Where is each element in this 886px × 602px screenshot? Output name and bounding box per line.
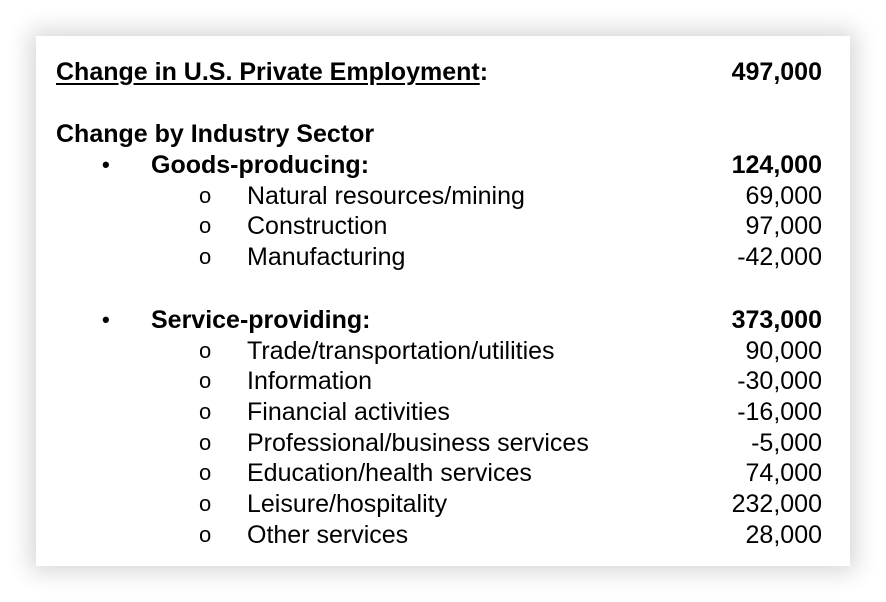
industry-value: -30,000 bbox=[737, 367, 822, 395]
industry-label: Trade/transportation/utilities bbox=[247, 337, 555, 365]
sub-bullet-icon: o bbox=[199, 491, 212, 516]
industry-label: Construction bbox=[247, 212, 388, 240]
industry-row bbox=[36, 366, 850, 396]
sub-bullet-icon: o bbox=[199, 183, 212, 208]
industry-row bbox=[36, 242, 850, 272]
industry-row bbox=[36, 211, 850, 241]
industry-label: Other services bbox=[247, 521, 409, 549]
industry-value: 74,000 bbox=[745, 459, 822, 487]
sector-label: Goods-producing: bbox=[151, 151, 370, 179]
total-title-colon: : bbox=[479, 58, 489, 86]
sub-bullet-icon: o bbox=[199, 522, 212, 547]
sector-row-goods bbox=[36, 150, 850, 180]
sector-value: 373,000 bbox=[731, 306, 822, 334]
total-value: 497,000 bbox=[731, 58, 822, 86]
industry-value: -16,000 bbox=[737, 398, 822, 426]
sub-bullet-icon: o bbox=[199, 430, 212, 455]
industry-label: Leisure/hospitality bbox=[247, 490, 448, 518]
industry-value: 97,000 bbox=[745, 212, 822, 240]
industry-label: Natural resources/mining bbox=[247, 182, 525, 210]
sub-bullet-icon: o bbox=[199, 244, 212, 269]
section-heading-row bbox=[36, 119, 850, 149]
sub-bullet-icon: o bbox=[199, 338, 212, 363]
industry-label: Professional/business services bbox=[247, 429, 589, 457]
total-row bbox=[36, 57, 850, 87]
industry-row bbox=[36, 336, 850, 366]
industry-value: 232,000 bbox=[731, 490, 822, 518]
sub-bullet-icon: o bbox=[199, 368, 212, 393]
section-heading: Change by Industry Sector bbox=[56, 120, 375, 148]
sector-row-services bbox=[36, 305, 850, 335]
bullet-icon: • bbox=[102, 152, 110, 177]
industry-value: 28,000 bbox=[745, 521, 822, 549]
industry-row bbox=[36, 428, 850, 458]
industry-label: Education/health services bbox=[247, 459, 532, 487]
bullet-icon: • bbox=[102, 307, 110, 332]
industry-value: 90,000 bbox=[745, 337, 822, 365]
total-title-text: Change in U.S. Private Employment bbox=[56, 58, 480, 86]
industry-value: 69,000 bbox=[745, 182, 822, 210]
industry-label: Financial activities bbox=[247, 398, 450, 426]
industry-row bbox=[36, 458, 850, 488]
industry-value: -5,000 bbox=[751, 429, 822, 457]
industry-value: -42,000 bbox=[737, 243, 822, 271]
sub-bullet-icon: o bbox=[199, 460, 212, 485]
sub-bullet-icon: o bbox=[199, 399, 212, 424]
industry-label: Manufacturing bbox=[247, 243, 406, 271]
industry-row bbox=[36, 397, 850, 427]
industry-row bbox=[36, 181, 850, 211]
sub-bullet-icon: o bbox=[199, 213, 212, 238]
total-title bbox=[56, 57, 488, 87]
sector-value: 124,000 bbox=[731, 151, 822, 179]
industry-label: Information bbox=[247, 367, 373, 395]
industry-row bbox=[36, 489, 850, 519]
employment-summary-card bbox=[36, 36, 850, 566]
sector-label: Service-providing: bbox=[151, 306, 371, 334]
industry-row bbox=[36, 520, 850, 550]
